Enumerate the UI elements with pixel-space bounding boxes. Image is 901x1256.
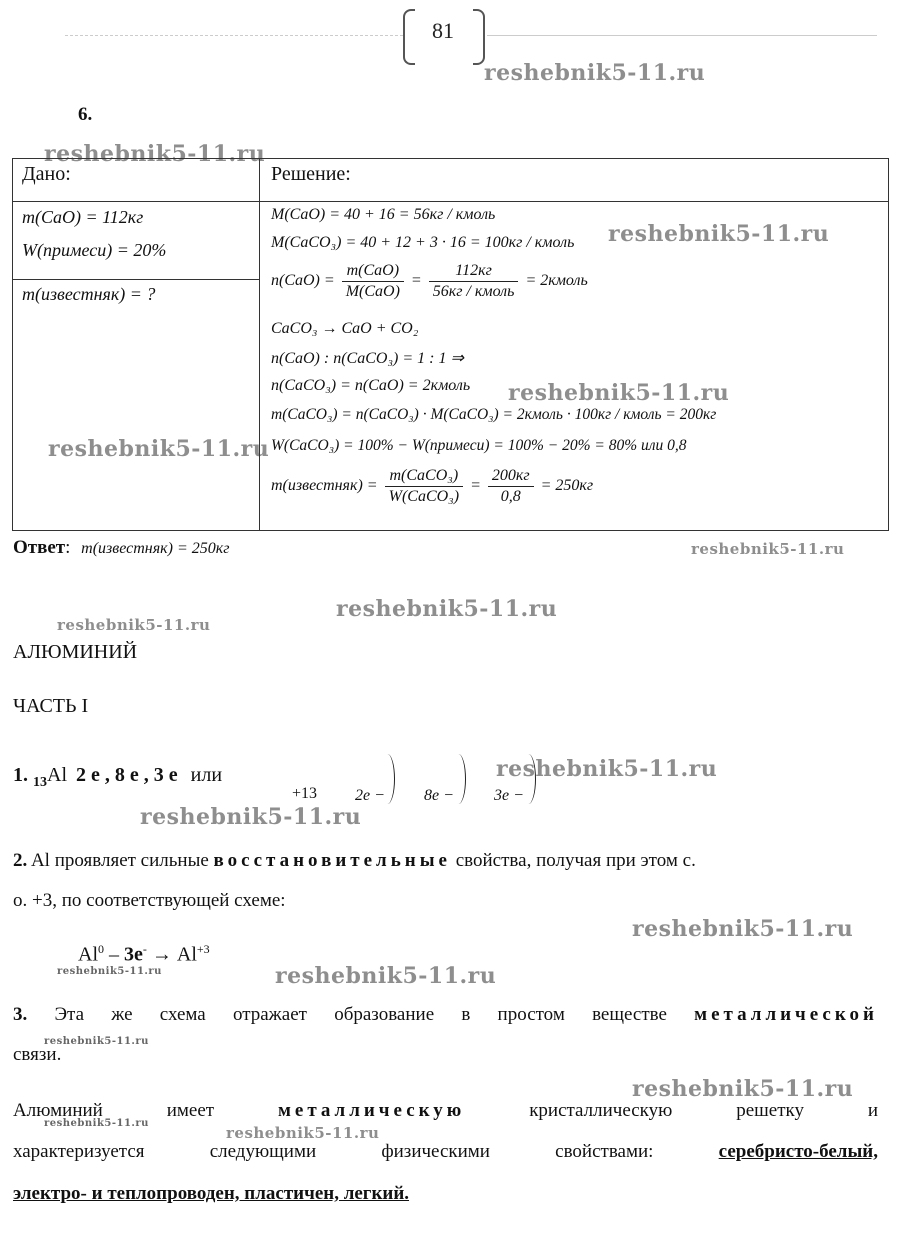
scheme-sup-minus: - bbox=[142, 942, 147, 956]
header-rule-left bbox=[65, 35, 403, 36]
watermark: reshebnik5-11.ru bbox=[632, 916, 854, 942]
numerator: m(CaCO₃) bbox=[385, 467, 463, 487]
watermark: reshebnik5-11.ru bbox=[275, 963, 497, 989]
watermark: reshebnik5-11.ru bbox=[226, 1124, 380, 1142]
solution-line-8: W(CaCO₃) = 100% − W(примеси) = 100% − 20% = 80% или 0,8 bbox=[271, 437, 687, 454]
section-heading-aluminum: АЛЮМИНИЙ bbox=[13, 641, 138, 663]
fraction-m-over-M bbox=[342, 262, 404, 301]
paragraph-line-3 bbox=[13, 1174, 409, 1214]
item-number: 3. bbox=[13, 1004, 28, 1025]
answer-colon: : bbox=[65, 537, 71, 558]
denominator: 0,8 bbox=[500, 488, 521, 505]
watermark: reshebnik5-11.ru bbox=[140, 804, 362, 830]
scheme-arrow: → Al bbox=[146, 943, 197, 966]
limestone-mass-label: m(известняк) = bbox=[271, 477, 378, 495]
problem-number: 6. bbox=[78, 104, 93, 125]
answer-label: Ответ bbox=[13, 537, 66, 558]
paragraph-line-1 bbox=[13, 1091, 878, 1131]
shell-3: 3е − bbox=[494, 787, 524, 804]
shell-1: 2е − bbox=[355, 787, 385, 804]
paragraph-line-2 bbox=[13, 1132, 878, 1172]
or-word: или bbox=[190, 764, 223, 786]
numerator: m(CaO) bbox=[342, 262, 404, 282]
equals-sign: = bbox=[410, 272, 422, 290]
scheme-minus: – bbox=[104, 943, 124, 966]
properties-emphasis: электро- и теплопроводен, пластичен, легкий. bbox=[13, 1183, 410, 1204]
shell-arc-2 bbox=[451, 754, 466, 804]
reducing-emphasis: восстановительные bbox=[213, 850, 451, 871]
word: решетку bbox=[736, 1100, 804, 1121]
solution-line-5: n(CaO) : n(CaCO₃) = 1 : 1 ⇒ bbox=[271, 350, 464, 367]
n-cao-label: n(CaO) = bbox=[271, 272, 335, 290]
item-3-text-a: Эта же схема отражает образование в простом веществе bbox=[54, 1004, 667, 1025]
fraction-values bbox=[488, 467, 534, 506]
watermark: reshebnik5-11.ru bbox=[691, 540, 845, 558]
fraction-values bbox=[429, 262, 519, 301]
word: кристаллическую bbox=[529, 1100, 673, 1121]
answer-value: m(известняк) = 250кг bbox=[81, 540, 230, 557]
equals-sign: = bbox=[470, 477, 481, 495]
section-heading-part: ЧАСТЬ I bbox=[13, 695, 89, 717]
solution-line-7: m(CaCO₃) = n(CaCO₃) · M(CaCO₃) = 2кмоль · 100кг / кмоль = 200кг bbox=[271, 406, 717, 423]
oxidation-scheme bbox=[78, 942, 210, 967]
watermark: reshebnik5-11.ru bbox=[496, 756, 718, 782]
watermark: reshebnik5-11.ru bbox=[44, 141, 266, 167]
metallic-lattice-emphasis: металлическую bbox=[277, 1100, 466, 1121]
given-mass-cao: m(CaO) = 112кг bbox=[22, 207, 144, 227]
watermark: reshebnik5-11.ru bbox=[57, 966, 162, 977]
n-cao-result: = 2кмоль bbox=[525, 272, 588, 290]
shell-electrons: 2 е , 8 е , 3 е bbox=[76, 764, 178, 786]
word: следующими bbox=[209, 1141, 317, 1162]
table-given-rule bbox=[12, 279, 259, 280]
watermark: reshebnik5-11.ru bbox=[48, 436, 270, 462]
given-header: Дано: bbox=[22, 163, 71, 185]
watermark: reshebnik5-11.ru bbox=[44, 1036, 149, 1047]
table-vertical-divider bbox=[259, 158, 260, 531]
item-1 bbox=[13, 764, 222, 791]
watermark: reshebnik5-11.ru bbox=[484, 60, 706, 86]
page-number: 81 bbox=[432, 18, 454, 43]
scheme-al: Al bbox=[78, 943, 98, 966]
page-number-bracket-right bbox=[473, 9, 485, 65]
watermark: reshebnik5-11.ru bbox=[44, 1118, 149, 1129]
solution-line-6: n(CaCO₃) = n(CaO) = 2кмоль bbox=[271, 377, 471, 394]
word: физическими bbox=[381, 1141, 490, 1162]
watermark: reshebnik5-11.ru bbox=[508, 380, 730, 406]
denominator: M(CaO) bbox=[345, 283, 400, 300]
word: свойствами: bbox=[555, 1141, 654, 1162]
table-header-rule bbox=[12, 201, 889, 202]
watermark: reshebnik5-11.ru bbox=[632, 1076, 854, 1102]
properties-emphasis: серебристо-белый, bbox=[718, 1141, 878, 1162]
item-number: 2. bbox=[13, 850, 28, 871]
watermark: reshebnik5-11.ru bbox=[57, 616, 211, 634]
word: и bbox=[867, 1100, 878, 1121]
solution-line-4: CaCO₃ → CaO + CO₂ bbox=[271, 320, 419, 337]
fraction-mass-over-fraction bbox=[385, 467, 463, 506]
limestone-mass-result: = 250кг bbox=[540, 477, 594, 495]
find-limestone-mass: m(известняк) = ? bbox=[22, 284, 156, 304]
watermark: reshebnik5-11.ru bbox=[336, 596, 558, 622]
item-2-text-b: свойства, получая при этом с. bbox=[455, 850, 696, 871]
atomic-number: 13 bbox=[33, 775, 47, 790]
solution-header: Решение: bbox=[271, 163, 351, 185]
solution-line-1: M(CaO) = 40 + 16 = 56кг / кмоль bbox=[271, 206, 496, 223]
solution-line-2: M(CaCO₃) = 40 + 12 + 3 · 16 = 100кг / кмоль bbox=[271, 234, 575, 251]
metallic-emphasis: металлической bbox=[694, 1004, 879, 1025]
shell-2: 8е − bbox=[424, 787, 454, 804]
word: имеет bbox=[166, 1100, 215, 1121]
numerator: 200кг bbox=[488, 467, 534, 487]
item-2-text-a: Al проявляет сильные bbox=[30, 850, 209, 871]
scheme-3e: 3е bbox=[124, 943, 143, 966]
solution-line-9 bbox=[271, 467, 593, 506]
denominator: 56кг / кмоль bbox=[432, 283, 515, 300]
given-impurity: W(примеси) = 20% bbox=[22, 240, 167, 260]
answer-line bbox=[13, 537, 230, 559]
word: характеризуется bbox=[13, 1141, 145, 1162]
item-3-line-2: связи. bbox=[13, 1044, 62, 1065]
shell-arc-1 bbox=[380, 754, 395, 804]
item-2-line-1 bbox=[13, 841, 696, 881]
item-2-line-2: о. +3, по соответствующей схеме: bbox=[13, 890, 286, 911]
scheme-sup-3: +3 bbox=[196, 942, 210, 956]
denominator: W(CaCO₃) bbox=[388, 488, 460, 505]
scheme-sup-0: 0 bbox=[98, 942, 104, 956]
element-symbol: Al bbox=[47, 764, 67, 786]
word: Алюминий bbox=[13, 1100, 103, 1121]
header-rule-right bbox=[487, 35, 877, 36]
watermark: reshebnik5-11.ru bbox=[608, 221, 830, 247]
solution-line-3 bbox=[271, 262, 588, 301]
nucleus-charge: +13 bbox=[292, 785, 318, 802]
item-number: 1. bbox=[13, 764, 28, 786]
item-3-line-1 bbox=[13, 995, 878, 1035]
numerator: 112кг bbox=[429, 262, 519, 282]
shell-arc-3 bbox=[521, 754, 536, 804]
